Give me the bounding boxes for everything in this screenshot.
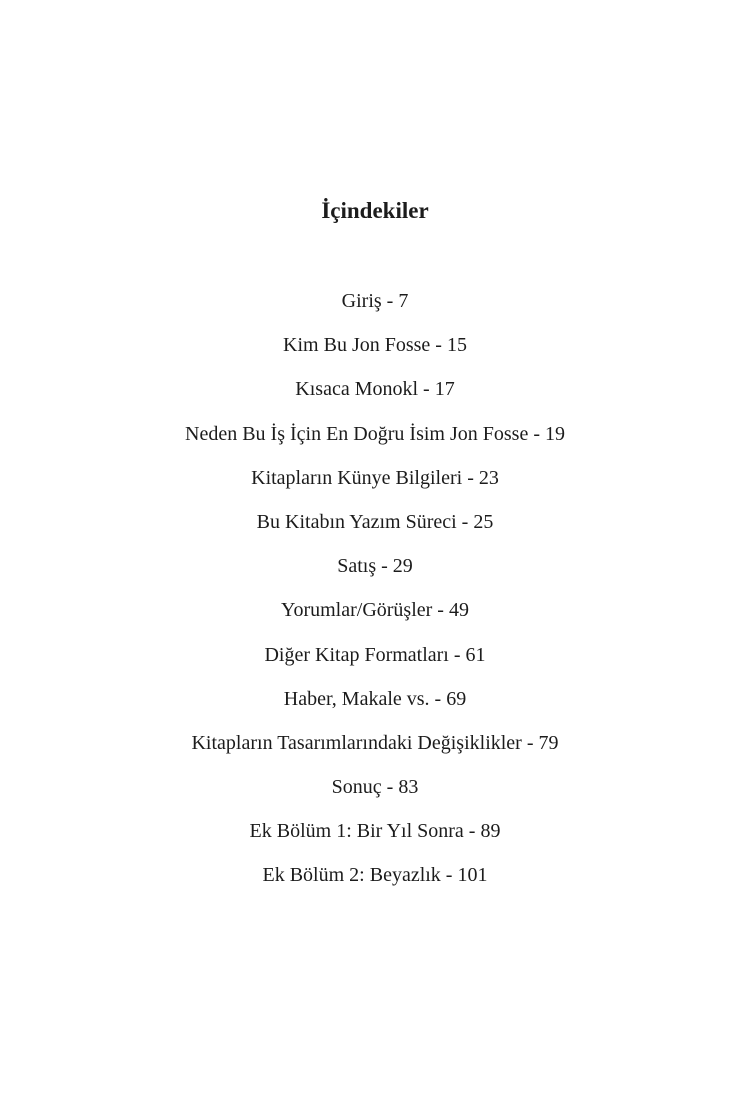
toc-entry: Ek Bölüm 1: Bir Yıl Sonra - 89 [249,820,501,843]
toc-entry: Kim Bu Jon Fosse - 15 [283,334,467,357]
toc-entry: Kısaca Monokl - 17 [295,378,455,401]
toc-entry: Neden Bu İş İçin En Doğru İsim Jon Fosse - 19 [185,422,565,445]
table-of-contents [0,286,750,905]
toc-entry: Sonuç - 83 [331,776,419,799]
toc-entry: Yorumlar/Görüşler - 49 [281,599,469,622]
toc-entry: Haber, Makale vs. - 69 [283,687,467,710]
page-title: İçindekiler [321,198,429,223]
toc-entry: Satış - 29 [337,555,413,578]
toc-entry: Kitapların Tasarımlarındaki Değişiklikler - 79 [191,731,559,754]
toc-entry: Kitapların Künye Bilgileri - 23 [251,466,499,489]
toc-entry: Bu Kitabın Yazım Süreci - 25 [256,510,494,533]
toc-entry: Giriş - 7 [341,290,409,312]
toc-entry: Diğer Kitap Formatları - 61 [264,643,486,666]
toc-entry: Ek Bölüm 2: Beyazlık - 101 [262,864,488,887]
